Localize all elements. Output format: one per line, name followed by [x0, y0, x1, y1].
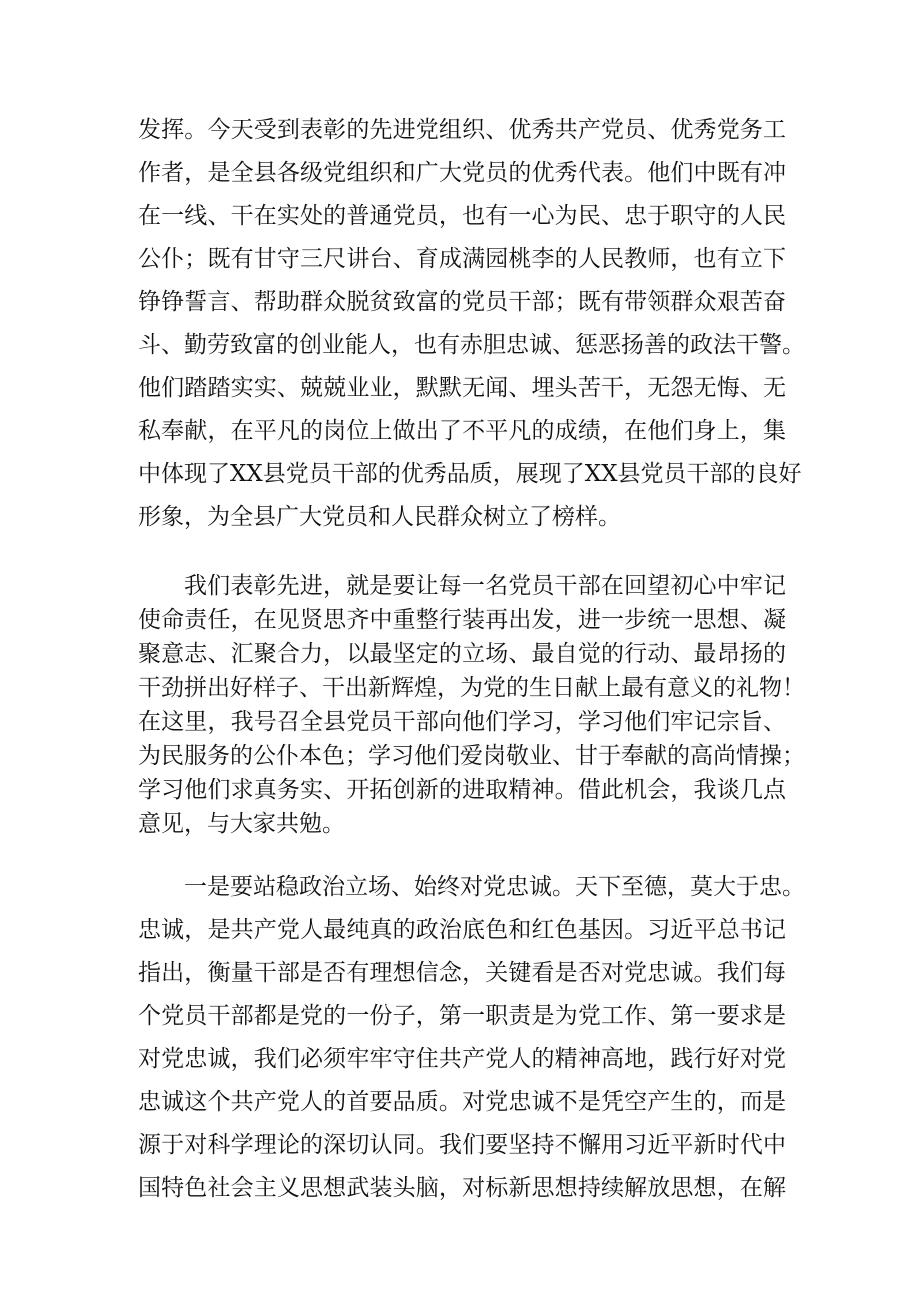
text-line: 私奉献，在平凡的岗位上做出了不平凡的成绩，在他们身上，集: [138, 418, 786, 444]
text-line: 作者，是全县各级党组织和广大党员的优秀代表。他们中既有冲: [138, 160, 786, 186]
text-line: 斗、勤劳致富的创业能人，也有赤胆忠诚、惩恶扬善的政法干警。: [138, 332, 805, 358]
text-line: 聚意志、汇聚合力，以最坚定的立场、最自觉的行动、最昂扬的: [138, 641, 786, 667]
text-line: 他们踏踏实实、兢兢业业，默默无闻、埋头苦干，无怨无悔、无: [138, 375, 786, 401]
text-line: 指出，衡量干部是否有理想信念，关键看是否对党忠诚。我们每: [138, 960, 786, 986]
text-line: 源于对科学理论的深切认同。我们要坚持不懈用习近平新时代中: [138, 1132, 786, 1158]
text-line: 形象，为全县广大党员和人民群众树立了榜样。: [138, 504, 621, 530]
text-line: 为民服务的公仆本色；学习他们爱岗敬业、甘于奉献的高尚情操；: [138, 743, 805, 769]
text-line: 对党忠诚，我们必须牢牢守住共产党人的精神高地，践行好对党: [138, 1046, 786, 1072]
text-line: 忠诚这个共产党人的首要品质。对党忠诚不是凭空产生的，而是: [138, 1089, 786, 1115]
text-line: 在这里，我号召全县党员干部向他们学习，学习他们牢记宗旨、: [138, 709, 786, 735]
text-line: 学习他们求真务实、开拓创新的进取精神。借此机会，我谈几点: [138, 777, 786, 803]
text-line: 公仆；既有甘守三尺讲台、育成满园桃李的人民教师，也有立下: [138, 246, 786, 272]
text-line: 在一线、干在实处的普通党员，也有一心为民、忠于职守的人民: [138, 203, 786, 229]
text-line: 国特色社会主义思想武装头脑，对标新思想持续解放思想，在解: [138, 1175, 786, 1201]
text-line: 一是要站稳政治立场、始终对党忠诚。天下至德，莫大于忠。: [184, 874, 805, 900]
text-line: 忠诚，是共产党人最纯真的政治底色和红色基因。习近平总书记: [138, 917, 786, 943]
text-line: 铮铮誓言、帮助群众脱贫致富的党员干部；既有带领群众艰苦奋: [138, 289, 786, 315]
text-line: 中体现了XX县党员干部的优秀品质，展现了XX县党员干部的良好: [138, 461, 802, 487]
text-line: 使命责任，在见贤思齐中重整行装再出发，进一步统一思想、凝: [138, 607, 786, 633]
text-line: 发挥。今天受到表彰的先进党组织、优秀共产党员、优秀党务工: [138, 117, 786, 143]
text-line: 干劲拼出好样子、干出新辉煌，为党的生日献上最有意义的礼物！: [138, 675, 805, 701]
text-line: 个党员干部都是党的一份子，第一职责是为党工作、第一要求是: [138, 1003, 786, 1029]
text-line: 我们表彰先进，就是要让每一名党员干部在回望初心中牢记: [184, 573, 786, 599]
text-line: 意见，与大家共勉。: [138, 811, 345, 837]
